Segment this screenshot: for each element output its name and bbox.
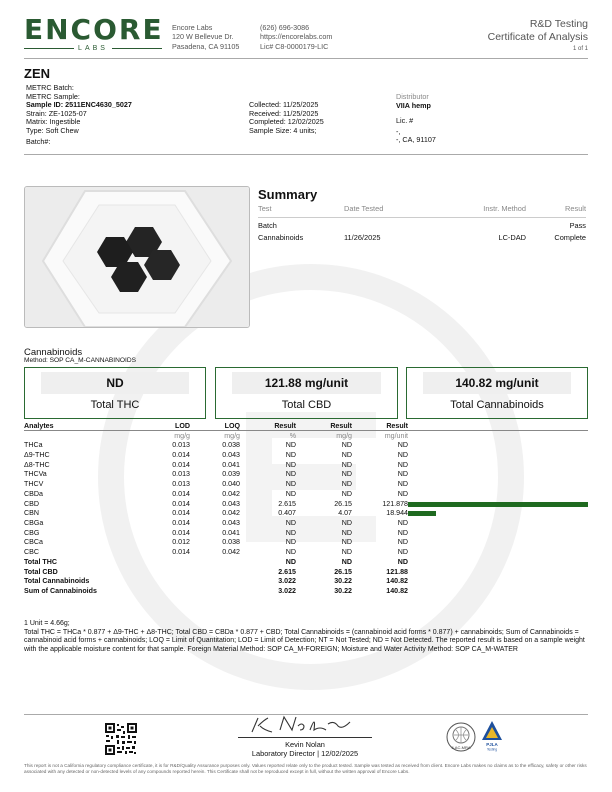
distributor-name: VIIA hemp: [396, 100, 431, 110]
total-thc-value: ND: [41, 372, 189, 394]
result-cell: 0.012: [172, 538, 190, 547]
analyte-name: CBG: [24, 528, 40, 537]
results-units-row: mg/g mg/g % mg/g mg/unit: [174, 431, 408, 440]
result-cell: ND: [397, 470, 408, 479]
result-cell: ND: [285, 441, 296, 450]
summary-row: Batch Pass: [258, 221, 586, 230]
result-cell: 30.22: [334, 577, 352, 586]
result-cell: 0.014: [172, 489, 190, 498]
result-cell: ND: [285, 480, 296, 489]
result-cell: [134, 557, 190, 567]
total-cannabinoids-label: Total Cannabinoids: [450, 399, 544, 411]
result-cell: ND: [341, 528, 352, 537]
logo-subtitle: LABS: [78, 45, 108, 52]
signature-image: [238, 712, 372, 738]
summary-table: Test Date Tested Instr. Method Result Batch Pass Cannabinoids 11/26/2025 LC-DAD Complete: [258, 204, 586, 242]
result-cell: 4.07: [338, 509, 352, 518]
analyte-row: [24, 450, 408, 460]
result-cell: 26.15: [334, 499, 352, 508]
result-cell: 3.022: [278, 577, 296, 586]
analyte-row: [24, 508, 408, 518]
result-cell: [134, 567, 190, 577]
result-cell: ND: [341, 519, 352, 528]
result-cell: ND: [397, 538, 408, 547]
result-cell: ND: [341, 451, 352, 460]
result-cell: ND: [397, 451, 408, 460]
result-cell: [134, 577, 190, 587]
cannabinoid-results-table: [24, 421, 408, 596]
bar-column-divider: [408, 430, 588, 431]
result-cell: 0.042: [222, 489, 240, 498]
encore-logo: [24, 13, 164, 52]
result-cell: 140.82: [386, 577, 408, 586]
total-cbd-box: [215, 367, 398, 419]
result-cell: ND: [285, 519, 296, 528]
analyte-name: Sum of Cannabinoids: [24, 587, 97, 596]
analyte-row: [24, 538, 408, 548]
lab-website-link[interactable]: https://encorelabs.com: [260, 32, 333, 42]
result-cell: ND: [285, 460, 296, 469]
analyte-row: [24, 440, 408, 450]
total-thc-box: [24, 367, 206, 419]
result-cell: 0.038: [222, 538, 240, 547]
analyte-row: [24, 547, 408, 557]
analyte-row: [24, 470, 408, 480]
sample-photo: [24, 186, 250, 328]
result-cell: 0.042: [222, 509, 240, 518]
result-cell: ND: [397, 528, 408, 537]
result-cell: ND: [285, 470, 296, 479]
header-divider: [24, 58, 588, 59]
doc-type: R&D Testing: [529, 18, 588, 30]
total-cbd-value: 121.88 mg/unit: [232, 372, 381, 394]
svg-text:PJLA: PJLA: [486, 742, 498, 747]
result-cell: 0.042: [222, 548, 240, 557]
total-row: [24, 567, 408, 577]
ilac-mra-seal-icon: [446, 722, 476, 752]
result-cell: [190, 586, 240, 596]
result-cell: [190, 557, 240, 567]
pjla-seal-icon: [481, 720, 503, 752]
lab-address: Encore Labs 120 W Bellevue Dr. Pasadena, CA 91105: [172, 23, 240, 51]
analyte-name: Total THC: [24, 557, 57, 566]
analyte-row: [24, 528, 408, 538]
result-cell: 0.039: [222, 470, 240, 479]
signer-name: Kevin Nolan: [285, 740, 325, 749]
result-cell: ND: [341, 441, 352, 450]
result-cell: ND: [397, 460, 408, 469]
result-bar: [408, 502, 588, 507]
analyte-name: CBD: [24, 499, 39, 508]
signer-title: Laboratory Director | 12/02/2025: [251, 748, 359, 758]
analyte-row: [24, 489, 408, 499]
qr-code-icon[interactable]: [104, 722, 138, 756]
doc-title: Certificate of Analysis: [487, 31, 588, 43]
total-row: [24, 557, 408, 567]
analyte-name: CBC: [24, 548, 39, 557]
result-cell: 0.014: [172, 528, 190, 537]
lab-contact: (626) 696-3086 https://encorelabs.com Lic# C8-0000179-LIC: [260, 23, 333, 51]
total-row: [24, 586, 408, 596]
result-cell: 0.014: [172, 548, 190, 557]
info-divider: [24, 154, 588, 155]
result-cell: 0.013: [172, 480, 190, 489]
unit-note: 1 Unit = 4.66g;: [24, 620, 70, 627]
result-cell: ND: [341, 538, 352, 547]
result-cell: ND: [341, 480, 352, 489]
cannabinoids-title: Cannabinoids: [24, 347, 83, 358]
analyte-name: Δ9-THC: [24, 451, 50, 460]
result-cell: 0.038: [222, 441, 240, 450]
analyte-row: [24, 479, 408, 489]
result-cell: ND: [341, 489, 352, 498]
doc-heading: [488, 18, 588, 52]
result-cell: 0.043: [222, 451, 240, 460]
total-row: [24, 577, 408, 587]
result-cell: 0.014: [172, 519, 190, 528]
result-cell: [190, 577, 240, 587]
result-cell: ND: [397, 519, 408, 528]
result-cell: 140.82: [386, 587, 408, 596]
result-cell: 0.043: [222, 499, 240, 508]
analyte-name: Total CBD: [24, 567, 58, 576]
notes: [24, 620, 588, 654]
result-cell: 3.022: [278, 587, 296, 596]
result-cell: ND: [285, 489, 296, 498]
analyte-name: THCa: [24, 441, 43, 450]
result-cell: 121.878: [382, 499, 408, 508]
signature-line: [238, 737, 372, 738]
total-cannabinoids-value: 140.82 mg/unit: [423, 372, 571, 394]
result-cell: 0.014: [172, 451, 190, 460]
analyte-name: Δ8-THC: [24, 460, 50, 469]
signer-block: [200, 741, 410, 758]
page-number: 1 of 1: [572, 46, 588, 52]
analyte-name: THCVa: [24, 470, 47, 479]
total-cannabinoids-box: [406, 367, 588, 419]
result-cell: 2.615: [278, 567, 296, 576]
result-cell: 0.013: [172, 470, 190, 479]
result-cell: 0.041: [222, 460, 240, 469]
result-cell: 0.013: [172, 441, 190, 450]
result-cell: 2.615: [278, 499, 296, 508]
analyte-name: CBDa: [24, 489, 43, 498]
result-cell: 0.040: [222, 480, 240, 489]
result-cell: 26.15: [334, 567, 352, 576]
analyte-row: [24, 499, 408, 509]
result-cell: ND: [285, 451, 296, 460]
result-cell: 0.041: [222, 528, 240, 537]
analyte-name: Total Cannabinoids: [24, 577, 90, 586]
total-thc-label: Total THC: [90, 399, 140, 411]
result-cell: ND: [397, 480, 408, 489]
sample-info: METRC Batch: METRC Sample: Sample ID: 2511ENC4630_5027 Strain: ZE-1025-07 Matrix: Ingestible Type: Soft Chew Batch#:: [26, 83, 132, 146]
result-cell: 0.014: [172, 499, 190, 508]
analyte-name: THCV: [24, 480, 44, 489]
calculation-note: Total THC = THCa * 0.877 + Δ9-THC + Δ8-THC; Total CBD = CBDa * 0.877 + CBD; Total Cannabinoids = (cannabinoid acid forms * 0.877) + cannabinoids; Sum of Cannabinoids = cannabinoid acid forms + cannabinoids; LOQ = Limit of Quantitation; LOD = Limit of Detection; NT = Not Tested; ND = Not Detected. The reported result is based on a sample weight with the applicable moisture content for that sample. Foreign Material Method: SOP CA_M-FOREIGN; Moisture and Water Activity Method: SOP CA_M-WATER: [24, 628, 585, 653]
logo-wordmark: ENCORE: [24, 13, 164, 46]
result-cell: [134, 586, 190, 596]
analyte-row: [24, 518, 408, 528]
results-header-row: Analytes LOD LOQ Result Result Result: [24, 421, 408, 430]
summary-row: Cannabinoids 11/26/2025 LC-DAD Complete: [258, 233, 586, 242]
svg-text:Testing: Testing: [486, 747, 498, 752]
result-cell: ND: [397, 489, 408, 498]
disclaimer: This report is not a California regulatory compliance certificate, it is for R&D/Quality Assurance purposes only. Values reported relate only to the product tested. Sample was tested as received from client. Encore Labs makes no claims as to the efficacy, safety or other risks associated with any detected or non-detected levels of any compounds reported herein. This Certificate shall not be reproduced except in full, without the written approval of Encore Labs.: [24, 763, 587, 774]
svg-text:ILAC-MRA: ILAC-MRA: [451, 745, 471, 750]
result-cell: ND: [285, 528, 296, 537]
result-cell: ND: [285, 538, 296, 547]
result-cell: 121.88: [386, 567, 408, 576]
cannabinoids-method: Method: SOP CA_M-CANNABINOIDS: [24, 357, 137, 364]
analyte-row: [24, 460, 408, 470]
result-cell: ND: [397, 548, 408, 557]
result-cell: 30.22: [334, 587, 352, 596]
total-cbd-label: Total CBD: [281, 399, 332, 411]
result-bar: [408, 511, 436, 516]
sample-dates: Collected: 11/25/2025 Received: 11/25/2025 Completed: 12/02/2025 Sample Size: 4 units;: [249, 100, 324, 135]
result-cell: ND: [285, 557, 296, 566]
soft-chew-photo-icon: [25, 187, 250, 328]
result-cell: ND: [341, 548, 352, 557]
result-cell: ND: [285, 548, 296, 557]
distributor-info: Distributor VIIA hemp Lic. # -, -, CA, 91107: [396, 92, 436, 145]
summary-title: Summary: [258, 187, 318, 202]
result-cell: 18.944: [386, 509, 408, 518]
result-cell: 0.014: [172, 460, 190, 469]
analyte-name: CBGa: [24, 519, 44, 528]
sample-id: Sample ID: 2511ENC4630_5027: [26, 100, 132, 110]
result-cell: ND: [341, 460, 352, 469]
product-name: ZEN: [24, 66, 50, 81]
analyte-name: CBN: [24, 509, 39, 518]
result-cell: [190, 567, 240, 577]
result-cell: 0.014: [172, 509, 190, 518]
result-cell: 0.043: [222, 519, 240, 528]
result-cell: ND: [397, 557, 408, 566]
result-cell: 0.407: [278, 509, 296, 518]
result-cell: ND: [397, 441, 408, 450]
analyte-name: CBCa: [24, 538, 43, 547]
result-cell: ND: [341, 557, 352, 566]
result-cell: ND: [341, 470, 352, 479]
